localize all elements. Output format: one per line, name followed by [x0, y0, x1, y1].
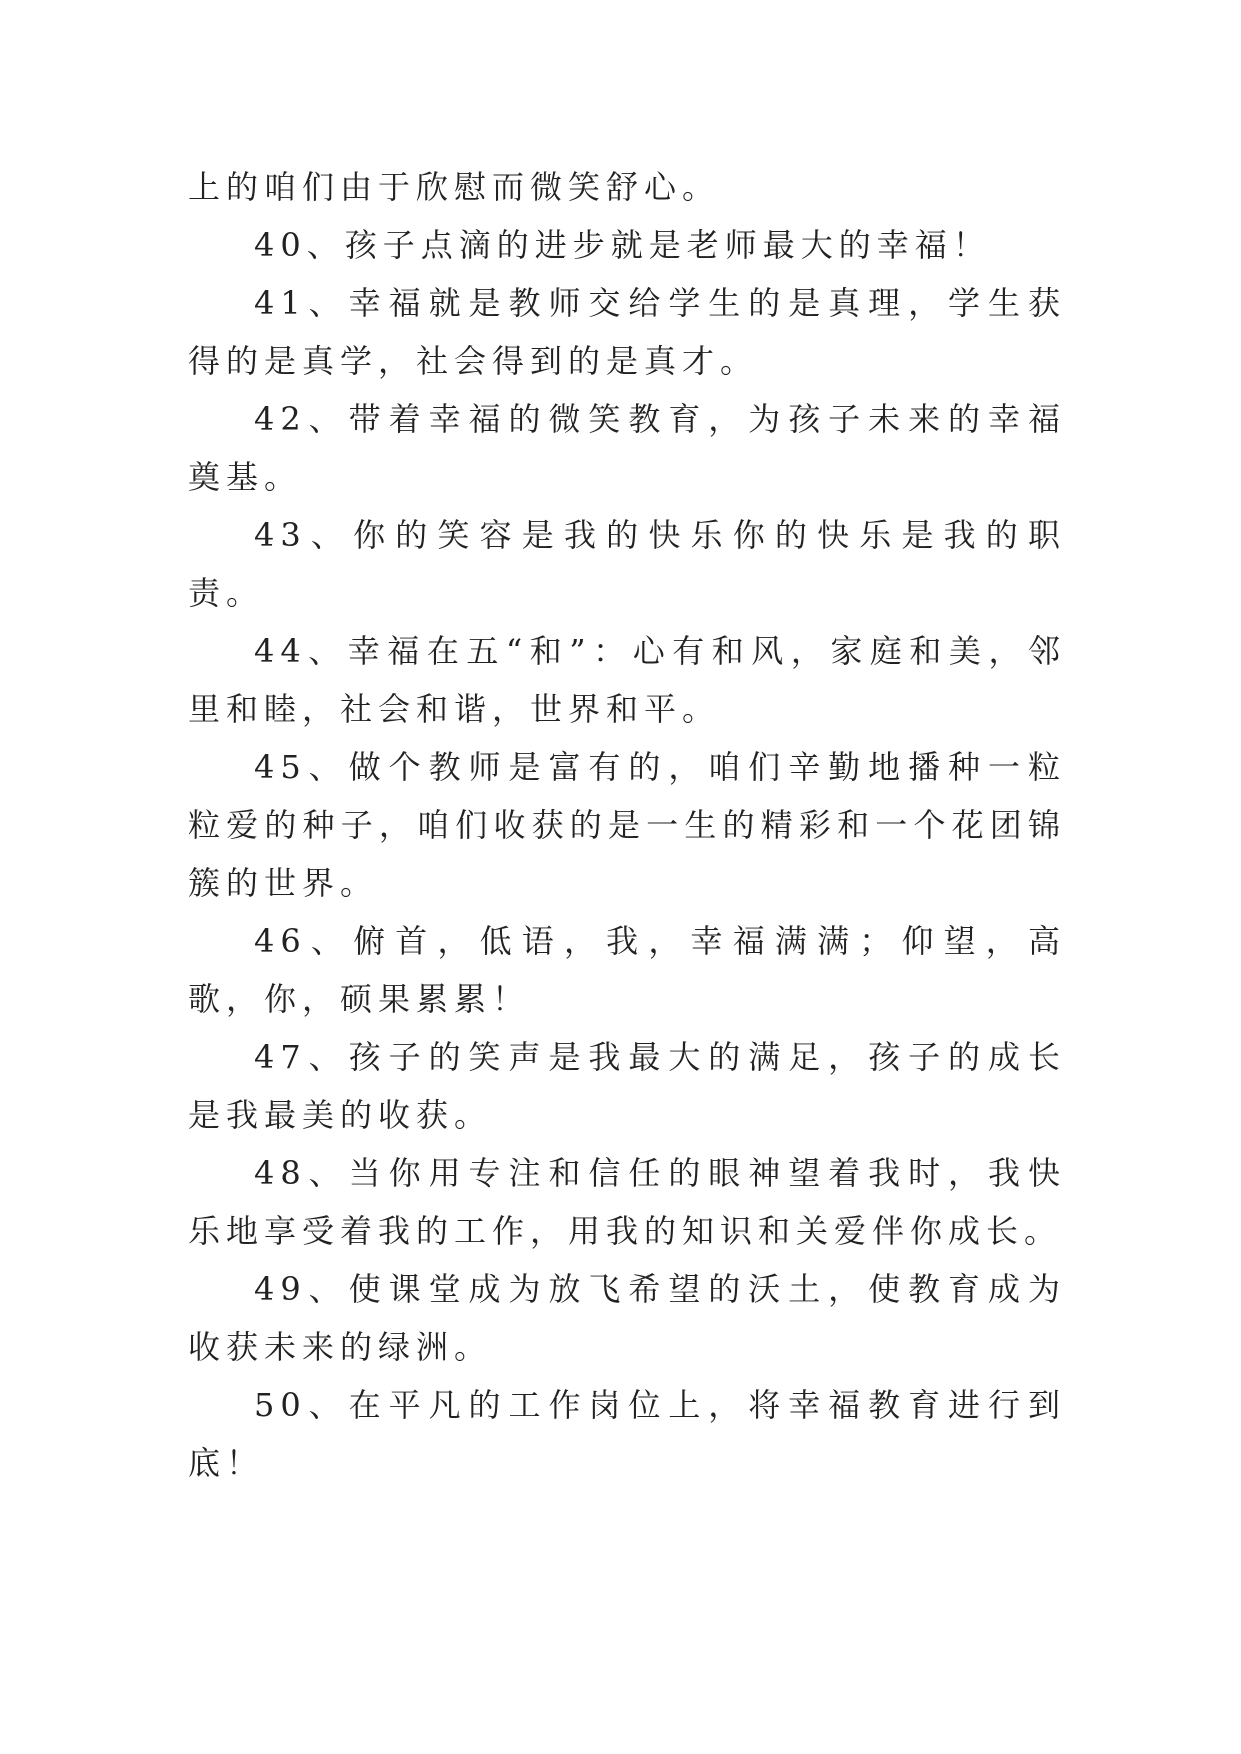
paragraph-item-45: 45、做个教师是富有的，咱们辛勤地播种一粒粒爱的种子，咱们收获的是一生的精彩和一个花团锦簇的世界。 — [188, 748, 1066, 902]
paragraph-item-48: 48、当你用专注和信任的眼神望着我时，我快乐地享受着我的工作，用我的知识和关爱伴你成长。 — [188, 1154, 1066, 1250]
paragraph-item-44: 44、幸福在五“和”：心有和风，家庭和美，邻里和睦，社会和谐，世界和平。 — [188, 632, 1066, 728]
paragraph-continuation: 上的咱们由于欣慰而微笑舒心。 — [188, 168, 721, 206]
paragraph-item-40: 40、孩子点滴的进步就是老师最大的幸福！ — [254, 226, 991, 264]
document-body — [188, 158, 1066, 1492]
paragraph-item-43: 43、你的笑容是我的快乐你的快乐是我的职责。 — [188, 516, 1066, 612]
paragraph-item-46: 46、俯首，低语，我，幸福满满；仰望，高歌，你，硕果累累！ — [188, 922, 1066, 1018]
paragraph-item-49: 49、使课堂成为放飞希望的沃土，使教育成为收获未来的绿洲。 — [188, 1270, 1066, 1366]
paragraph-item-50: 50、在平凡的工作岗位上，将幸福教育进行到底！ — [188, 1386, 1066, 1482]
paragraph-item-41: 41、幸福就是教师交给学生的是真理，学生获得的是真学，社会得到的是真才。 — [188, 284, 1066, 380]
paragraph-item-47: 47、孩子的笑声是我最大的满足，孩子的成长是我最美的收获。 — [188, 1038, 1066, 1134]
paragraph-item-42: 42、带着幸福的微笑教育，为孩子未来的幸福奠基。 — [188, 400, 1066, 496]
